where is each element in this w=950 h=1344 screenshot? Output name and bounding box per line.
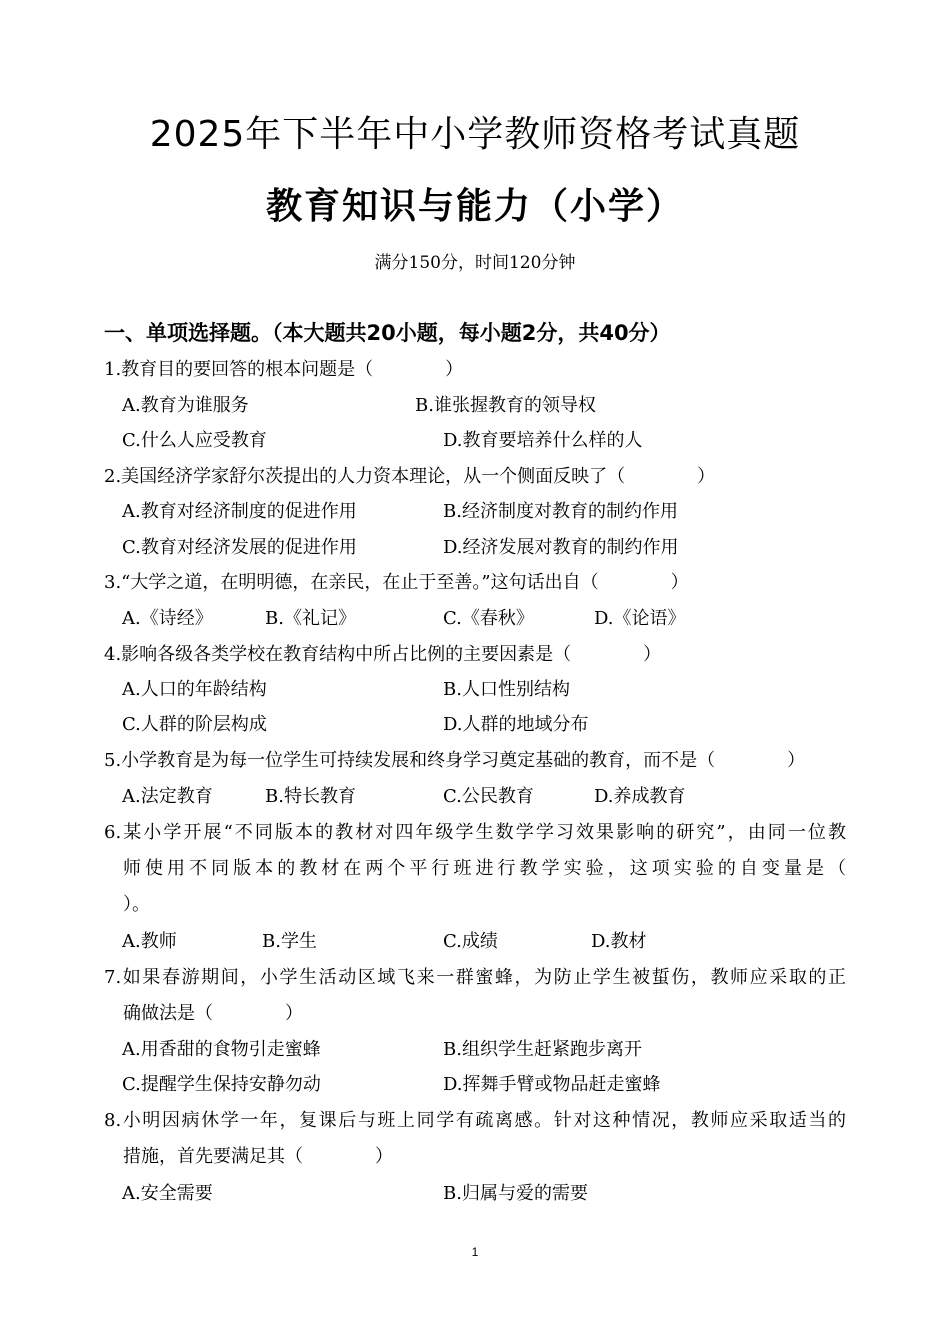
option-d: D.教育要培养什么样的人: [443, 430, 643, 451]
question-stem: 1.教育目的要回答的根本问题是（ ）: [104, 359, 464, 380]
question-stem-line: 7.如果春游期间，小学生活动区域飞来一群蜜蜂，为防止学生被蜇伤，教师应采取的正: [104, 967, 846, 988]
question-stem: [104, 1103, 846, 1175]
question-stem-line: 确做法是（ ）: [123, 1003, 303, 1024]
question-stem: 5.小学教育是为每一位学生可持续发展和终身学习奠定基础的教育，而不是（ ）: [104, 750, 806, 771]
option-b: B.谁张握教育的领导权: [415, 395, 596, 416]
option-b: B.特长教育: [265, 786, 356, 807]
option-b: B.组织学生赶紧跑步离开: [443, 1039, 642, 1060]
question-stem: [104, 960, 846, 1032]
question-stem: 4.影响各级各类学校在教育结构中所占比例的主要因素是（ ）: [104, 644, 662, 665]
option-d: D.养成教育: [594, 786, 686, 807]
question-stem-line: ）。: [123, 894, 150, 915]
option-c: C.公民教育: [443, 786, 534, 807]
option-a: A.教育对经济制度的促进作用: [122, 501, 357, 522]
option-d: D.教材: [591, 931, 647, 952]
option-c: C.教育对经济发展的促进作用: [122, 537, 357, 558]
exam-meta: 满分150分，时间120分钟: [374, 253, 576, 273]
option-a: A.教育为谁服务: [122, 395, 249, 416]
question-stem-line: 措施，首先要满足其（ ）: [123, 1146, 393, 1167]
option-a: A.教师: [122, 931, 177, 952]
question-stem: [104, 815, 846, 923]
question-stem-line: 8.小明因病休学一年，复课后与班上同学有疏离感。针对这种情况，教师应采取适当的: [104, 1110, 846, 1131]
option-b: B.人口性别结构: [443, 679, 570, 700]
option-d: D.经济发展对教育的制约作用: [443, 537, 679, 558]
option-c: C.成绩: [443, 931, 498, 952]
option-c: C.什么人应受教育: [122, 430, 267, 451]
option-c: C.提醒学生保持安静勿动: [122, 1074, 321, 1095]
option-d: D.挥舞手臂或物品赶走蜜蜂: [443, 1074, 661, 1095]
exam-subject: 教育知识与能力（小学）: [265, 186, 684, 227]
option-d: D.《论语》: [594, 608, 686, 629]
option-a: A.《诗经》: [122, 608, 213, 629]
option-c: C.人群的阶层构成: [122, 714, 267, 735]
option-b: B.经济制度对教育的制约作用: [443, 501, 678, 522]
option-c: C.《春秋》: [443, 608, 534, 629]
option-b: B.学生: [262, 931, 317, 952]
option-d: D.人群的地域分布: [443, 714, 589, 735]
option-b: B.《礼记》: [265, 608, 356, 629]
option-a: A.人口的年龄结构: [122, 679, 267, 700]
option-a: A.法定教育: [122, 786, 213, 807]
question-stem: 2.美国经济学家舒尔茨提出的人力资本理论，从一个侧面反映了（ ）: [104, 466, 716, 487]
option-b: B.归属与爱的需要: [443, 1183, 588, 1204]
question-stem-line: 师使用不同版本的教材在两个平行班进行教学实验，这项实验的自变量是（: [123, 858, 846, 879]
option-a: A.用香甜的食物引走蜜蜂: [122, 1039, 321, 1060]
section-heading: 一、单项选择题。（本大题共20小题，每小题2分，共40分）: [104, 321, 671, 345]
page-number: 1: [471, 1245, 479, 1259]
question-stem-line: 6.某小学开展“不同版本的教材对四年级学生数学学习效果影响的研究”，由同一位教: [104, 822, 846, 843]
exam-title: 2025年下半年中小学教师资格考试真题: [149, 114, 801, 155]
option-a: A.安全需要: [122, 1183, 213, 1204]
question-stem: 3.“大学之道，在明明德，在亲民，在止于至善。”这句话出自（ ）: [104, 572, 689, 593]
